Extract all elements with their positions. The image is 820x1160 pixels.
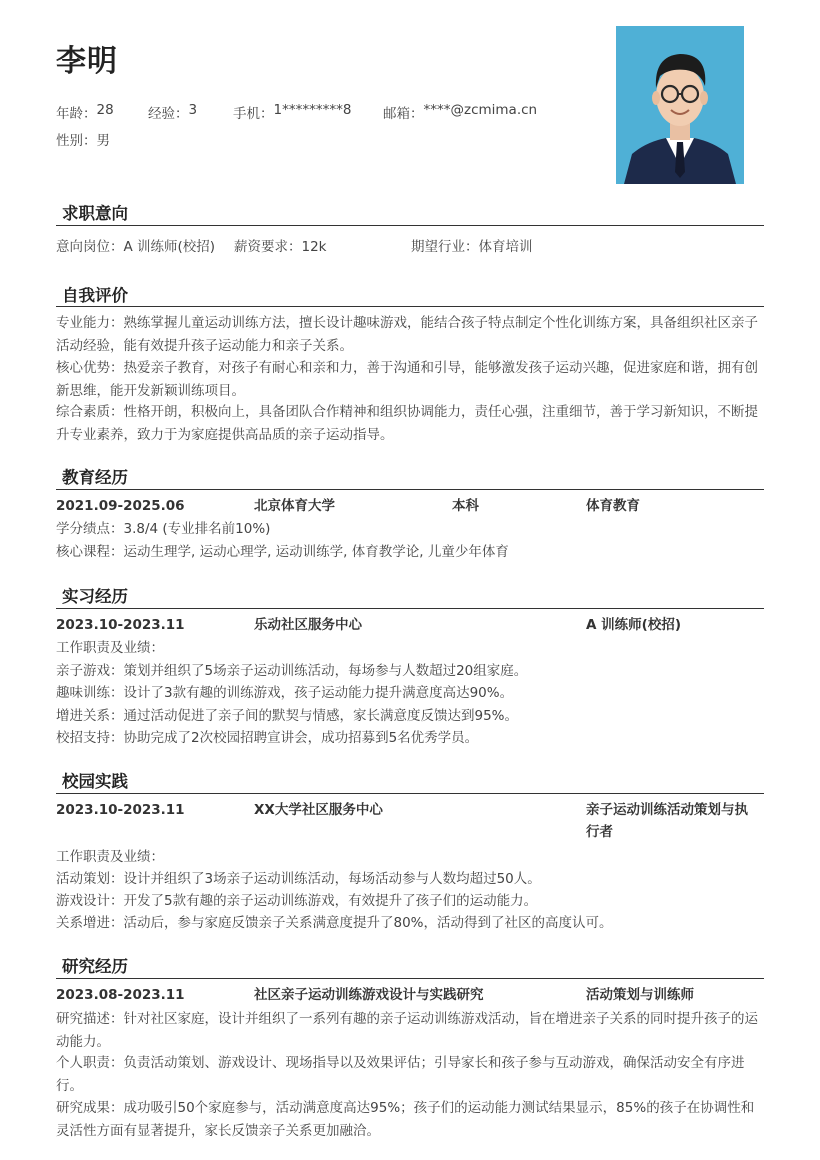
campus-line: 游戏设计：开发了5款有趣的亲子运动训练游戏，有效提升了孩子们的运动能力。 <box>56 893 538 909</box>
education-major: 体育教育 <box>586 498 640 514</box>
education-date: 2021.09-2025.06 <box>56 498 185 514</box>
self-eval-item: 专业能力：熟练掌握儿童运动训练方法，擅长设计趣味游戏，能结合孩子特点制定个性化训练方案，具备组织社区亲子活动经验，能有效提升孩子运动能力和亲子关系。 <box>56 315 758 354</box>
avatar-illustration <box>616 26 744 184</box>
internship-org: 乐动社区服务中心 <box>254 617 362 633</box>
research-item: 研究描述：针对社区家庭，设计并组织了一系列有趣的亲子运动训练游戏活动，旨在增进亲子关系的同时提升孩子的运动能力。 <box>56 1011 758 1050</box>
internship-line: 工作职责及业绩： <box>56 640 164 656</box>
email-info <box>383 102 537 122</box>
internship-line: 校招支持：协助完成了2次校园招聘宣讲会，成功招募到5名优秀学员。 <box>56 730 479 746</box>
campus-line: 关系增进：活动后，参与家庭反馈亲子关系满意度提升了80%，活动得到了社区的高度认可。 <box>56 915 613 931</box>
section-divider <box>56 793 764 794</box>
campus-role-continued: 行者 <box>586 824 613 840</box>
experience-info <box>148 102 233 122</box>
education-degree: 本科 <box>452 498 479 514</box>
research-role: 活动策划与训练师 <box>586 987 694 1003</box>
age-label: 年龄： <box>56 106 97 122</box>
intention-industry: 期望行业：体育培训 <box>411 239 533 255</box>
section-divider <box>56 978 764 979</box>
internship-line: 趣味训练：设计了3款有趣的训练游戏，孩子运动能力提升满意度高达90%。 <box>56 685 514 701</box>
internship-role: A 训练师(校招) <box>586 617 681 633</box>
section-title-campus: 校园实践 <box>62 772 128 791</box>
section-title-education: 教育经历 <box>62 468 128 487</box>
campus-line: 活动策划：设计并组织了3场亲子运动训练活动，每场活动参与人数均超过50人。 <box>56 871 541 887</box>
gender-label: 性别： <box>56 133 97 149</box>
phone-info <box>233 102 383 122</box>
gender-row <box>56 129 110 149</box>
section-title-research: 研究经历 <box>62 957 128 976</box>
experience-label: 经验： <box>148 106 189 122</box>
self-eval-item: 核心优势：热爱亲子教育，对孩子有耐心和亲和力，善于沟通和引导，能够激发孩子运动兴趣，促进家庭和谐，拥有创新思维，能开发新颖训练项目。 <box>56 360 758 399</box>
section-title-internship: 实习经历 <box>62 587 128 606</box>
education-line: 核心课程：运动生理学, 运动心理学, 运动训练学, 体育教学论, 儿童少年体育 <box>56 544 509 560</box>
section-divider <box>56 306 764 307</box>
age-value: 28 <box>96 102 114 118</box>
research-date: 2023.08-2023.11 <box>56 987 185 1003</box>
section-title-intention: 求职意向 <box>62 204 128 223</box>
campus-org: XX大学社区服务中心 <box>254 802 383 818</box>
phone-value: 1*********8 <box>273 102 352 118</box>
age-info <box>56 102 148 122</box>
campus-role: 亲子运动训练活动策划与执 <box>586 802 748 818</box>
section-divider <box>56 489 764 490</box>
internship-line: 亲子游戏：策划并组织了5场亲子运动训练活动，每场参与人数超过20组家庭。 <box>56 663 528 679</box>
education-school: 北京体育大学 <box>254 498 335 514</box>
section-divider <box>56 608 764 609</box>
internship-line: 增进关系：通过活动促进了亲子间的默契与情感，家长满意度反馈达到95%。 <box>56 708 519 724</box>
campus-date: 2023.10-2023.11 <box>56 802 185 818</box>
intention-position: 意向岗位：A 训练师(校招) <box>56 239 216 255</box>
profile-photo <box>616 26 744 184</box>
gender-value: 男 <box>96 133 110 149</box>
research-item: 研究成果：成功吸引50个家庭参与，活动满意度高达95%；孩子们的运动能力测试结果显示，85%的孩子在协调性和灵活性方面有显著提升，家长反馈亲子关系更加融洽。 <box>56 1100 755 1139</box>
email-label: 邮箱： <box>383 106 424 122</box>
research-item: 个人职责：负责活动策划、游戏设计、现场指导以及效果评估；引导家长和孩子参与互动游戏，确保活动安全有序进行。 <box>56 1055 745 1094</box>
section-divider <box>56 225 764 226</box>
self-eval-item: 综合素质：性格开朗，积极向上，具备团队合作精神和组织协调能力，责任心强，注重细节，善于学习新知识，不断提升专业素养，致力于为家庭提供高品质的亲子运动指导。 <box>56 404 758 443</box>
research-project: 社区亲子运动训练游戏设计与实践研究 <box>254 987 484 1003</box>
experience-value: 3 <box>188 102 198 118</box>
education-line: 学分绩点：3.8/4 (专业排名前10%) <box>56 521 271 537</box>
candidate-name: 李明 <box>56 44 118 79</box>
phone-label: 手机： <box>233 106 274 122</box>
campus-line: 工作职责及业绩： <box>56 849 164 865</box>
section-title-self-eval: 自我评价 <box>62 286 128 305</box>
internship-date: 2023.10-2023.11 <box>56 617 185 633</box>
email-value[interactable]: ****@zcmima.cn <box>423 102 538 118</box>
intention-salary: 薪资要求：12k <box>234 239 327 255</box>
basic-info-row <box>56 102 537 122</box>
